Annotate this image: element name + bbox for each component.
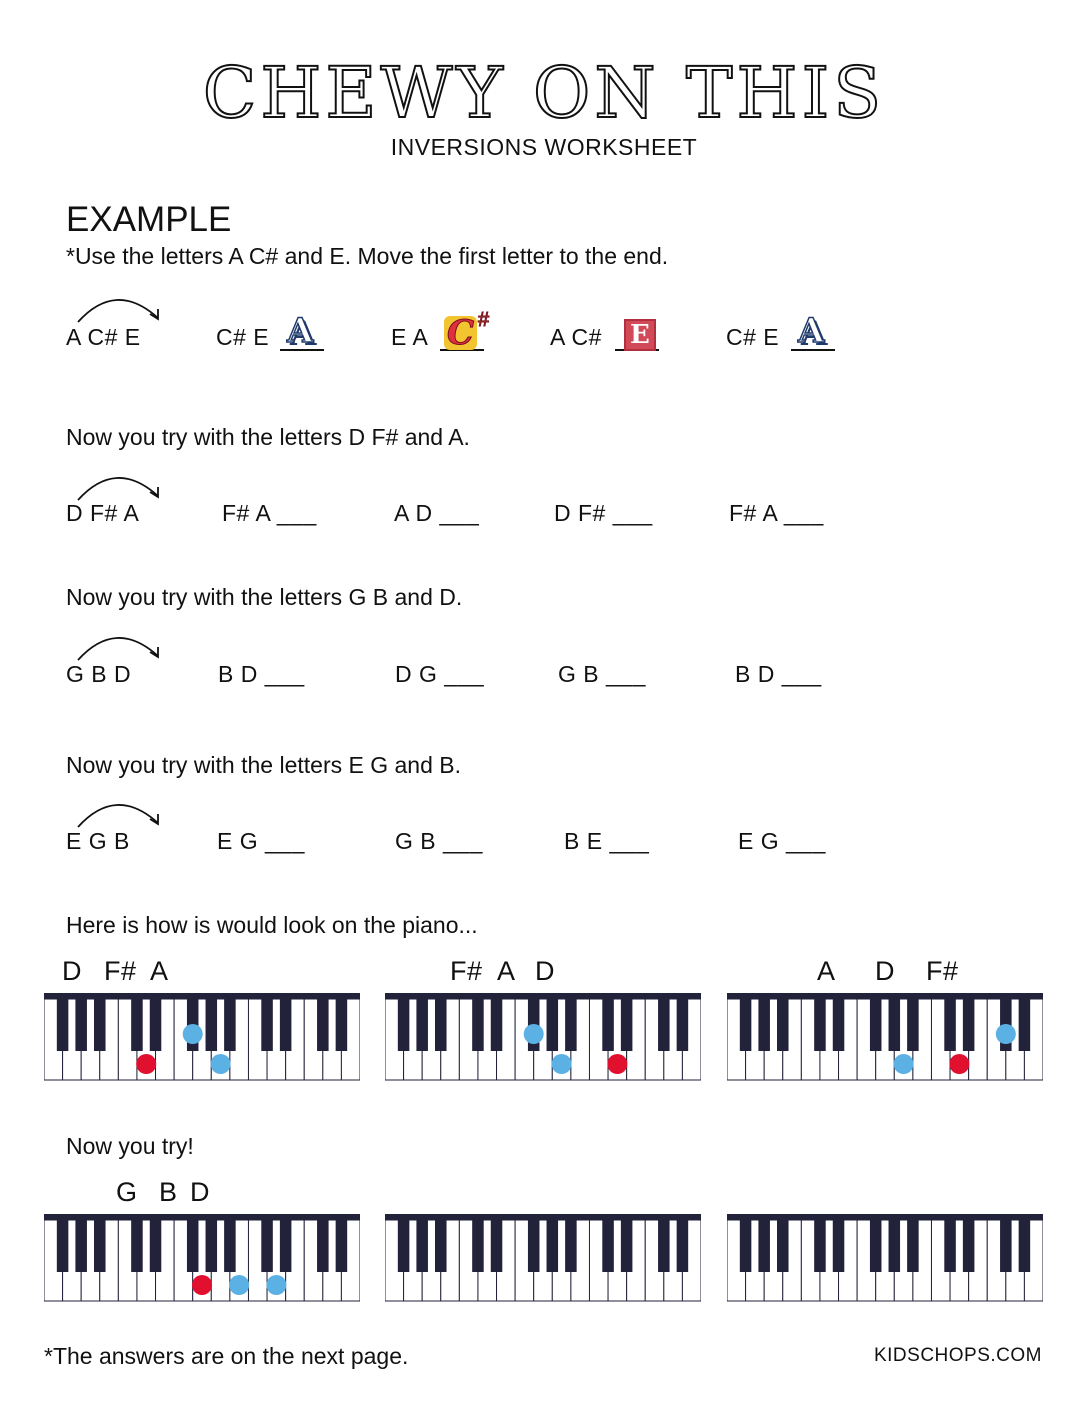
note-dot-d	[949, 1054, 969, 1074]
black-key	[907, 999, 919, 1051]
keyboard-top-bar	[385, 1214, 701, 1220]
black-key	[870, 1220, 882, 1272]
black-key	[758, 999, 770, 1051]
black-key	[621, 1220, 633, 1272]
black-key	[565, 999, 577, 1051]
note-dot-d	[607, 1054, 627, 1074]
black-key	[75, 999, 87, 1051]
black-key	[814, 1220, 826, 1272]
example-item-5: C# E	[726, 324, 780, 350]
exercise-item[interactable]: A D ___	[394, 500, 480, 526]
black-key	[963, 999, 975, 1051]
black-key	[944, 999, 956, 1051]
black-key	[833, 999, 845, 1051]
site-url[interactable]: KIDSCHOPS.COM	[873, 1345, 1042, 1366]
exercise-prompt: Now you try with the letters G B and D.	[66, 584, 463, 610]
example-instruction: *Use the letters A C# and E. Move the first letter to the end.	[66, 243, 669, 269]
example-item-4: A C#	[550, 324, 602, 350]
black-key	[224, 1220, 236, 1272]
piano-keyboard[interactable]	[385, 1214, 701, 1302]
exercise-item[interactable]: D F# ___	[554, 500, 653, 526]
black-key	[602, 999, 614, 1051]
try-prompt: Now you try!	[66, 1133, 194, 1159]
black-key	[777, 999, 789, 1051]
answer-letter-e: E	[624, 319, 656, 351]
note-label: D	[875, 956, 895, 986]
note-label: F#	[104, 956, 137, 986]
exercise-item[interactable]: E G ___	[738, 828, 826, 854]
note-dot-b	[229, 1275, 249, 1295]
exercise-item[interactable]: F# A ___	[729, 500, 824, 526]
black-key	[658, 999, 670, 1051]
piano-intro: Here is how is would look on the piano...	[66, 912, 478, 938]
sharp-sign-icon: #	[478, 309, 490, 331]
black-key	[435, 999, 447, 1051]
black-key	[677, 1220, 689, 1272]
note-label: G	[116, 1177, 138, 1207]
black-key	[1019, 999, 1031, 1051]
answer-letter-a: A	[798, 311, 825, 351]
black-key	[150, 999, 162, 1051]
worksheet-subtitle: INVERSIONS WORKSHEET	[390, 134, 698, 160]
exercise-item[interactable]: F# A ___	[222, 500, 317, 526]
black-key	[131, 1220, 143, 1272]
black-key	[94, 999, 106, 1051]
move-arrow-icon	[74, 630, 166, 664]
note-dot-g	[192, 1275, 212, 1295]
exercise-item: E G B	[66, 828, 130, 854]
answer-letter-a: A	[287, 311, 314, 351]
black-key	[740, 999, 752, 1051]
exercise-item[interactable]: D G ___	[395, 661, 485, 687]
piano-keyboard	[727, 993, 1043, 1081]
black-key	[280, 1220, 292, 1272]
example-item-3: E A	[391, 324, 429, 350]
black-key	[187, 1220, 199, 1272]
note-label: A	[150, 956, 169, 986]
black-key	[150, 1220, 162, 1272]
black-key	[777, 1220, 789, 1272]
piano-keyboard[interactable]	[727, 1214, 1043, 1302]
black-key	[491, 1220, 503, 1272]
note-label: B	[159, 1177, 178, 1207]
black-key	[336, 999, 348, 1051]
note-label: A	[497, 956, 516, 986]
exercise-item: G B D	[66, 661, 132, 687]
black-key	[435, 1220, 447, 1272]
black-key	[57, 1220, 69, 1272]
black-key	[280, 999, 292, 1051]
note-dot-f-sharp	[996, 1024, 1016, 1044]
black-key	[1000, 1220, 1012, 1272]
black-key	[889, 999, 901, 1051]
black-key	[317, 999, 329, 1051]
black-key	[889, 1220, 901, 1272]
black-key	[261, 1220, 273, 1272]
footer-note: *The answers are on the next page.	[44, 1343, 409, 1369]
exercise-item[interactable]: E G ___	[217, 828, 305, 854]
black-key	[963, 1220, 975, 1272]
black-key	[602, 1220, 614, 1272]
black-key	[398, 1220, 410, 1272]
black-key	[758, 1220, 770, 1272]
note-dot-d	[266, 1275, 286, 1295]
exercise-item[interactable]: B D ___	[735, 661, 822, 687]
keyboard-top-bar	[385, 993, 701, 999]
black-key	[547, 999, 559, 1051]
black-key	[658, 1220, 670, 1272]
move-arrow-icon	[74, 797, 166, 831]
black-key	[398, 999, 410, 1051]
exercise-item[interactable]: G B ___	[558, 661, 646, 687]
move-arrow-icon	[74, 470, 166, 504]
black-key	[1019, 1220, 1031, 1272]
black-key	[565, 1220, 577, 1272]
black-key	[317, 1220, 329, 1272]
black-key	[416, 1220, 428, 1272]
piano-keyboard	[44, 1214, 360, 1302]
black-key	[57, 999, 69, 1051]
note-label: F#	[450, 956, 483, 986]
note-dot-f-sharp	[524, 1024, 544, 1044]
note-dot-f-sharp	[183, 1024, 203, 1044]
black-key	[336, 1220, 348, 1272]
exercise-prompt: Now you try with the letters E G and B.	[66, 752, 461, 778]
black-key	[814, 999, 826, 1051]
black-key	[206, 999, 218, 1051]
black-key	[94, 1220, 106, 1272]
piano-keyboard	[44, 993, 360, 1081]
example-item-1: A C# E	[66, 324, 141, 350]
black-key	[472, 1220, 484, 1272]
note-dot-d	[136, 1054, 156, 1074]
note-label: A	[817, 956, 836, 986]
black-key	[907, 1220, 919, 1272]
black-key	[261, 999, 273, 1051]
black-key	[547, 1220, 559, 1272]
black-key	[224, 999, 236, 1051]
note-dot-a	[211, 1054, 231, 1074]
black-key	[621, 999, 633, 1051]
black-key	[206, 1220, 218, 1272]
black-key	[740, 1220, 752, 1272]
keyboard-top-bar	[44, 1214, 360, 1220]
note-dot-a	[894, 1054, 914, 1074]
note-label: F#	[926, 956, 959, 986]
black-key	[472, 999, 484, 1051]
answer-letter-c-sharp: C	[444, 316, 477, 350]
keyboard-top-bar	[727, 993, 1043, 999]
black-key	[131, 999, 143, 1051]
note-label: D	[62, 956, 82, 986]
note-label: D	[190, 1177, 210, 1207]
keyboard-top-bar	[727, 1214, 1043, 1220]
exercise-item[interactable]: B E ___	[564, 828, 650, 854]
exercise-prompt: Now you try with the letters D F# and A.	[66, 424, 470, 450]
note-label: D	[535, 956, 555, 986]
move-arrow-icon	[74, 292, 166, 326]
black-key	[870, 999, 882, 1051]
black-key	[944, 1220, 956, 1272]
black-key	[75, 1220, 87, 1272]
example-item-2: C# E	[216, 324, 270, 350]
exercise-item[interactable]: B D ___	[218, 661, 305, 687]
piano-keyboard	[385, 993, 701, 1081]
black-key	[528, 1220, 540, 1272]
example-heading: EXAMPLE	[66, 200, 232, 239]
black-key	[491, 999, 503, 1051]
exercise-item: D F# A	[66, 500, 140, 526]
note-dot-a	[552, 1054, 572, 1074]
black-key	[416, 999, 428, 1051]
black-key	[833, 1220, 845, 1272]
worksheet-title: CHEWY ON THIS	[202, 52, 886, 134]
exercise-item[interactable]: G B ___	[395, 828, 483, 854]
keyboard-top-bar	[44, 993, 360, 999]
black-key	[677, 999, 689, 1051]
